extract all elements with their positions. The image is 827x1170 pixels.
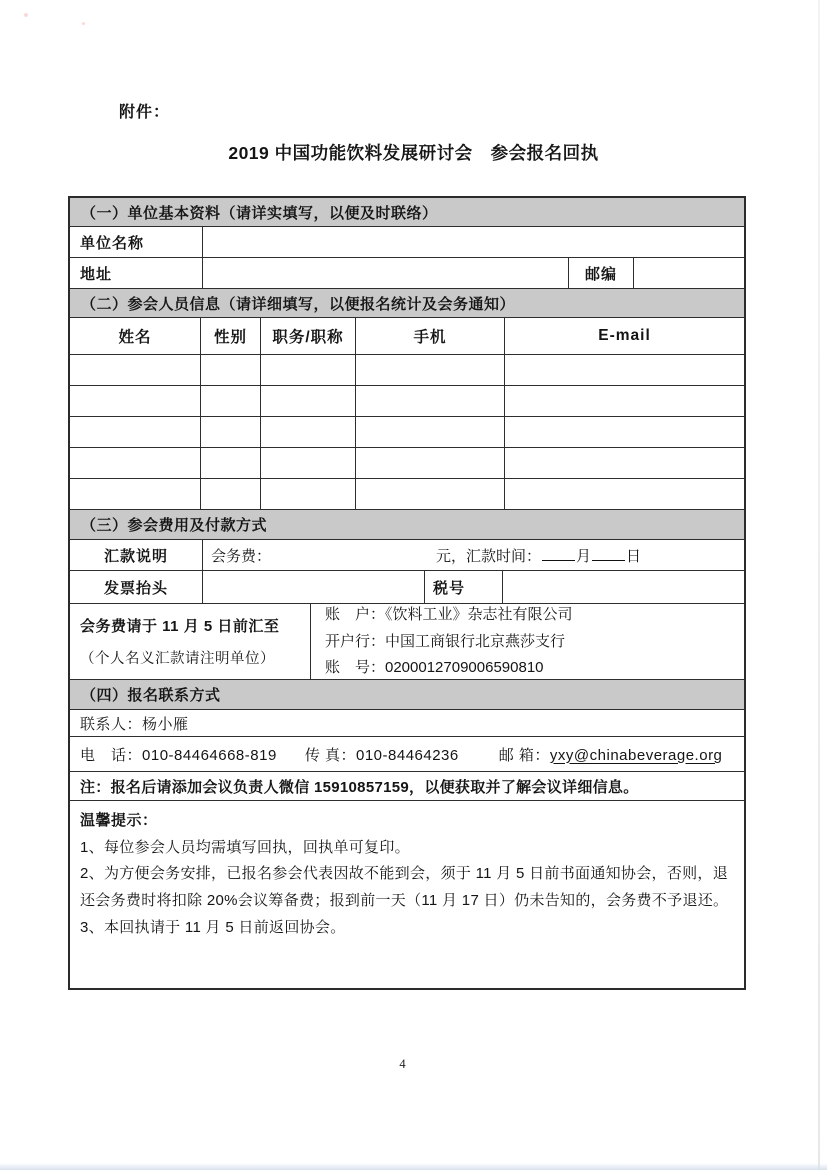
empty-cell: [355, 448, 504, 478]
attendee-empty-row: [70, 354, 744, 385]
company-name-field: [202, 227, 744, 257]
column-header-mobile: 手机: [355, 318, 504, 354]
tips-row: [70, 800, 744, 988]
phone-label: 电 话：: [80, 746, 143, 764]
empty-cell: [200, 479, 260, 509]
address-label: 地址: [80, 265, 113, 283]
contact-detail-line: [80, 744, 722, 765]
fax-label: 传 真：: [304, 746, 356, 764]
tax-number-label: 税号: [424, 571, 502, 603]
remittance-label: 汇款说明: [103, 547, 168, 565]
empty-cell: [504, 479, 744, 509]
payment-note-text: （个人名义汇款请注明单位）: [80, 651, 275, 667]
day-label: 日: [626, 547, 642, 565]
empty-cell: [355, 417, 504, 447]
empty-cell: [504, 386, 744, 416]
fee-line: [211, 545, 641, 566]
fee-label: 会务费：: [211, 547, 272, 565]
empty-cell: [355, 386, 504, 416]
empty-cell: [260, 417, 355, 447]
tips-cell: [70, 801, 744, 988]
contact-person-line: 联系人：杨小雁: [80, 715, 189, 733]
document-title: 2019 中国功能饮料发展研讨会 参会报名回执: [228, 143, 599, 163]
column-header-title: 职务/职称: [260, 318, 355, 354]
wechat-note-text: 注：报名后请添加会议负责人微信 15910857159，以便获取并了解会议详细信息。: [80, 778, 639, 796]
empty-cell: [260, 448, 355, 478]
empty-cell: [200, 386, 260, 416]
empty-cell: [504, 448, 744, 478]
wechat-note-row: [70, 771, 744, 800]
address-field: [202, 258, 568, 288]
registration-form-table: [68, 196, 746, 990]
month-blank-line: [542, 545, 575, 561]
empty-cell: [355, 355, 504, 385]
company-name-label: 单位名称: [80, 234, 145, 252]
empty-cell: [70, 417, 200, 447]
empty-cell: [504, 417, 744, 447]
contact-person-row: [70, 709, 744, 736]
invoice-title-label: 发票抬头: [103, 579, 168, 597]
column-header-gender: 性别: [200, 318, 260, 354]
fax-value: 010-84464236: [355, 746, 459, 764]
scan-edge-line: [818, 0, 820, 1170]
empty-cell: [504, 355, 744, 385]
page-number: 4: [399, 1057, 406, 1071]
email-value: yxy@chinabeverage.org: [549, 746, 723, 764]
column-header-email: E-mail: [504, 318, 744, 354]
empty-cell: [70, 355, 200, 385]
bank-name-line: 开户行：中国工商银行北京燕莎支行: [325, 632, 566, 650]
contact-detail-row: [70, 736, 744, 771]
tax-number-field: [502, 571, 744, 603]
postcode-field: [633, 258, 744, 288]
month-label: 月: [576, 547, 592, 565]
empty-cell: [260, 386, 355, 416]
attendee-empty-row: [70, 385, 744, 416]
empty-cell: [200, 417, 260, 447]
empty-cell: [200, 355, 260, 385]
attachment-label: 附件：: [119, 104, 171, 121]
remittance-row: [70, 539, 744, 570]
account-name-line: 账 户：《饮料工业》杂志社有限公司: [325, 605, 573, 623]
invoice-title-field: [202, 571, 424, 603]
tips-item-3: 3、本回执请于 11 月 5 日前返回协会。: [80, 918, 346, 936]
attendee-empty-row: [70, 447, 744, 478]
scan-artifact-dot: [24, 13, 28, 17]
attendee-table-header: [70, 317, 744, 354]
empty-cell: [70, 386, 200, 416]
day-blank-line: [592, 545, 625, 561]
empty-cell: [260, 479, 355, 509]
section1-header: （一）单位基本资料（请详实填写，以便及时联络）: [70, 198, 744, 226]
scan-edge-bottom: [0, 1163, 827, 1170]
postcode-label: 邮编: [568, 258, 633, 288]
address-row: [70, 257, 744, 288]
empty-cell: [70, 448, 200, 478]
tips-item-2: 2、为方便会务安排，已报名参会代表因故不能到会，须于 11 月 5 日前书面通知协会，否则，退还会务费时将扣除 20%会议筹备费；报到前一天（11 月 17 日）仍未告知的，会务费不予退还。: [80, 865, 729, 910]
empty-cell: [70, 479, 200, 509]
attendee-empty-row: [70, 416, 744, 447]
company-name-row: [70, 226, 744, 257]
empty-cell: [200, 448, 260, 478]
phone-value: 010-84464668-819: [142, 746, 277, 764]
account-number-line: 账 号：0200012709006590810: [325, 659, 544, 677]
attendee-empty-row: [70, 478, 744, 509]
section2-header: （二）参会人员信息（请详细填写，以便报名统计及会务通知）: [70, 288, 744, 317]
payment-deadline-cell: [70, 604, 310, 679]
invoice-row: [70, 570, 744, 603]
empty-cell: [355, 479, 504, 509]
section4-header: （四）报名联系方式: [70, 679, 744, 709]
scan-artifact-dot: [82, 22, 85, 25]
email-label: 邮 箱：: [498, 746, 550, 764]
tips-title: 温馨提示：: [80, 812, 158, 829]
payment-deadline-text: 会务费请于 11 月 5 日前汇至: [80, 618, 280, 635]
bank-account-cell: [310, 604, 744, 679]
tips-item-1: 1、每位参会人员均需填写回执，回执单可复印。: [80, 838, 410, 856]
bank-info-row: [70, 603, 744, 679]
empty-cell: [260, 355, 355, 385]
column-header-name: 姓名: [118, 329, 152, 346]
section3-header: （三）参会费用及付款方式: [70, 509, 744, 539]
fee-middle-text: 元，汇款时间：: [436, 547, 542, 565]
